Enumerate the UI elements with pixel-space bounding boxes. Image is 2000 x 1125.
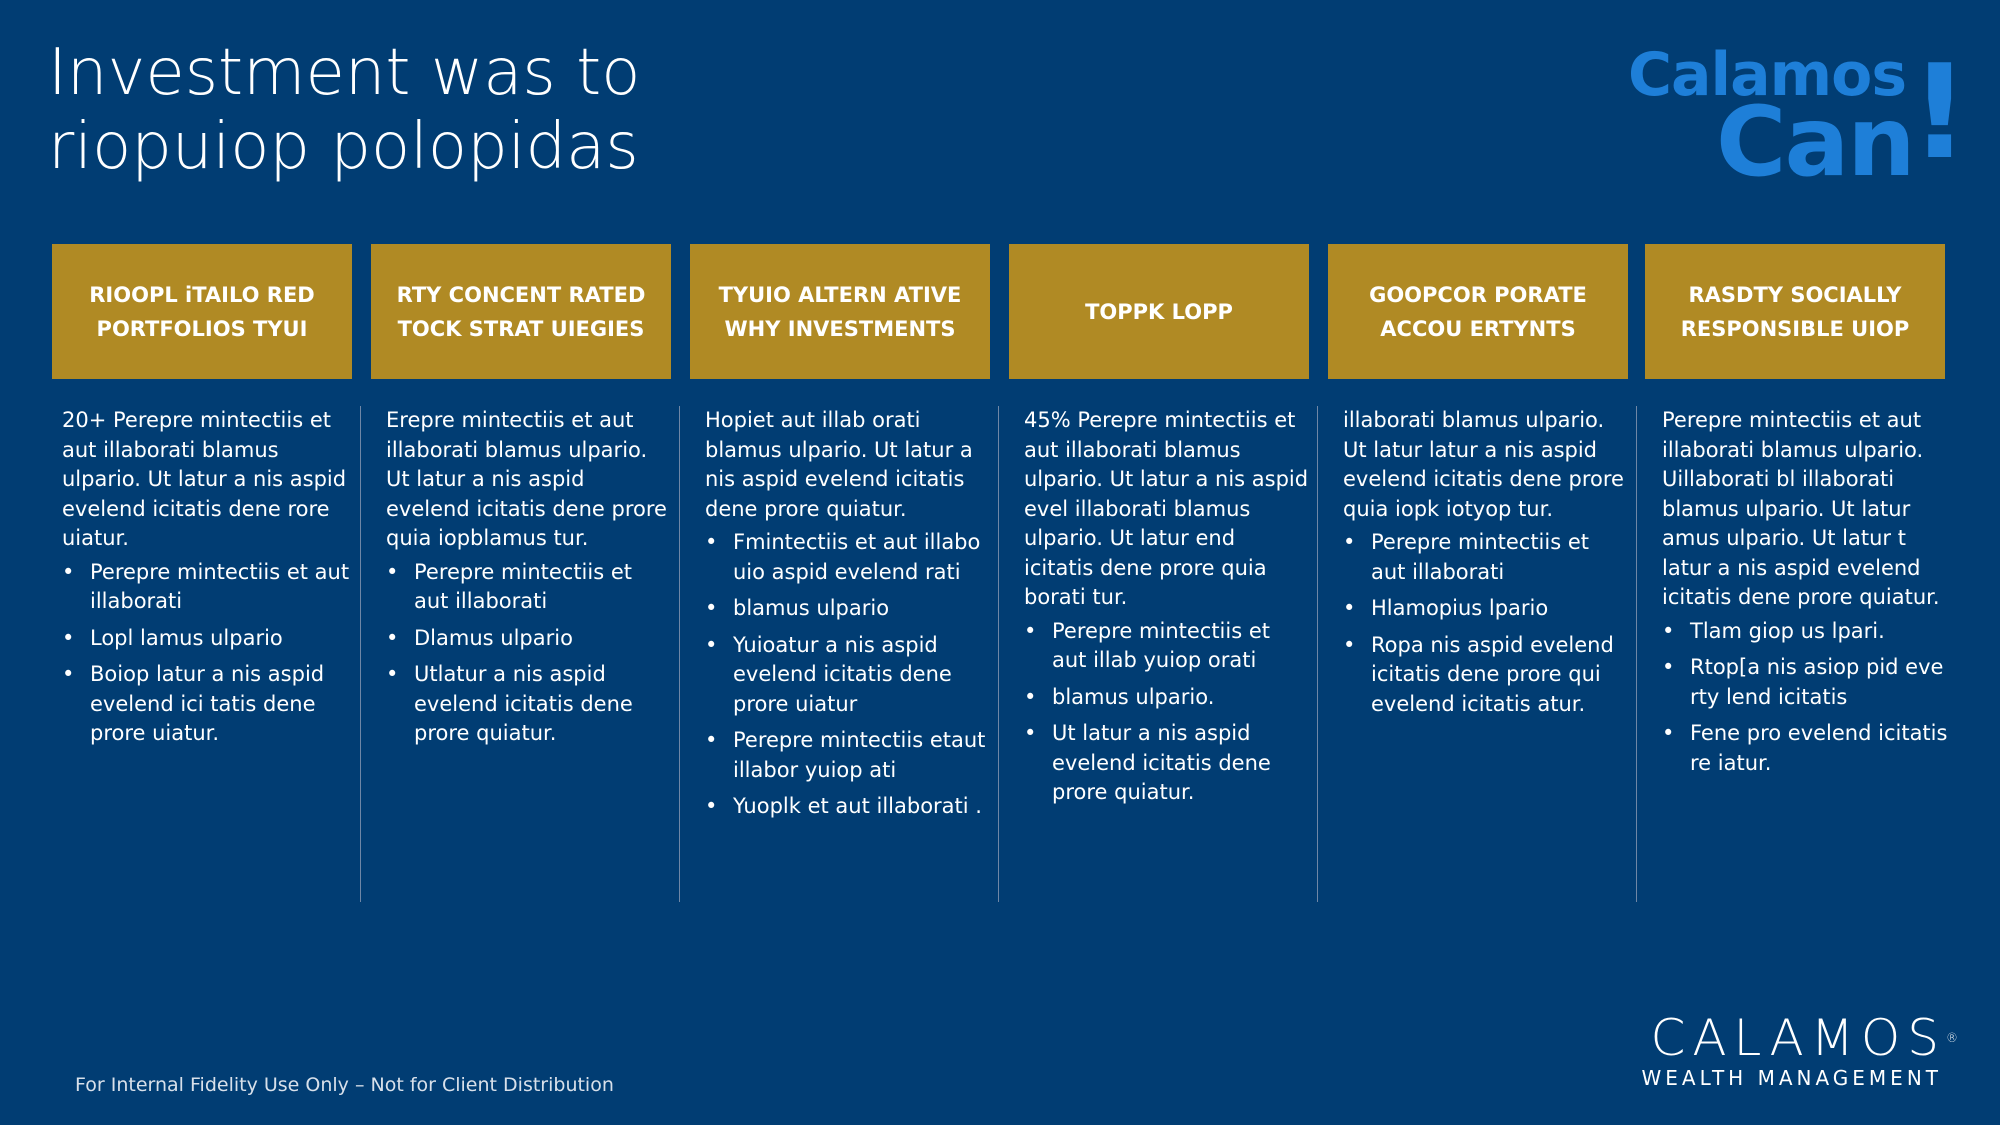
bullet-item: • Ut latur a nis aspid evelend icitatis dene prore quiatur. bbox=[1052, 719, 1310, 808]
bullet-item: • Tlam giop us lpari. bbox=[1690, 617, 1948, 647]
calamos-can-logo-word-1: Calamos bbox=[1628, 40, 1907, 110]
bullet-item: • Perepre mintectiis etaut illabor yuiop ati bbox=[733, 726, 991, 785]
calamos-can-logo-exclaim: ! bbox=[1910, 36, 1970, 188]
calamos-wordmark-name: CALAMOS bbox=[1650, 1009, 1946, 1067]
column-6-bullets bbox=[1662, 617, 1948, 779]
bullet-item: • Yuioatur a nis aspid evelend icitatis dene prore uiatur bbox=[733, 631, 991, 720]
bullet-item: • Perepre mintectiis et aut illaborati bbox=[1371, 528, 1629, 587]
column-6-intro: Perepre mintectiis et aut illaborati blamus ulpario. Uillaborati bl illaborati blamus ulpario. Ut latur amus ulpario. Ut latur t latur a nis aspid evelend icitatis dene prore quiatur. bbox=[1662, 408, 1940, 609]
footer-disclaimer: For Internal Fidelity Use Only – Not for Client Distribution bbox=[75, 1074, 614, 1096]
bullet-item: • Rtop[a nis asiop pid eve rty lend icitatis bbox=[1690, 653, 1948, 712]
calamos-can-logo-word-2: Can bbox=[1716, 86, 1914, 198]
column-header-5 bbox=[1328, 244, 1628, 379]
calamos-wealth-management-logo bbox=[1620, 1009, 1958, 1090]
column-header-3-line-1: TYUIO ALTERN ATIVE bbox=[718, 282, 962, 307]
bullet-item: • Utlatur a nis aspid evelend icitatis dene prore quiatur. bbox=[414, 660, 672, 749]
registered-mark: ® bbox=[1946, 1031, 1958, 1045]
column-header-4 bbox=[1009, 244, 1309, 379]
bullet-item: • Perepre mintectiis et aut illaborati bbox=[90, 558, 364, 617]
column-header-1-line-1: RIOOPL iTAILO RED bbox=[89, 282, 315, 307]
column-3-bullets bbox=[705, 528, 991, 822]
column-6 bbox=[1636, 406, 1954, 902]
calamos-wordmark bbox=[1620, 1010, 1958, 1066]
bullet-item: • blamus ulpario bbox=[733, 594, 991, 624]
bullet-item: • Boiop latur a nis aspid evelend ici tatis dene prore uiatur. bbox=[90, 660, 364, 749]
column-2-bullets bbox=[386, 558, 672, 749]
bullet-item: • Dlamus ulpario bbox=[414, 624, 672, 654]
bullet-item: • Lopl lamus ulpario bbox=[90, 624, 364, 654]
column-4-bullets bbox=[1024, 617, 1310, 808]
column-4-intro: 45% Perepre mintectiis et aut illaborati blamus ulpario. Ut latur a nis aspid evel illaborati blamus ulpario. Ut latur end icitatis dene prore quia borati tur. bbox=[1024, 408, 1309, 609]
column-header-2-line-2: TOCK STRAT UIEGIES bbox=[397, 316, 645, 341]
column-header-6-line-2: RESPONSIBLE UIOP bbox=[1680, 316, 1910, 341]
bullet-item: • Ropa nis aspid evelend icitatis dene prore qui evelend icitatis atur. bbox=[1371, 631, 1629, 720]
column-5 bbox=[1317, 406, 1635, 902]
page-title bbox=[48, 36, 640, 184]
column-2-intro: Erepre mintectiis et aut illaborati blamus ulpario. Ut latur a nis aspid evelend icitatis dene prore quia iopblamus tur. bbox=[386, 408, 667, 550]
column-header-6 bbox=[1645, 244, 1945, 379]
column-2 bbox=[360, 406, 678, 902]
page-title-line-2: riopuiop polopidas bbox=[48, 110, 639, 184]
column-header-6-line-1: RASDTY SOCIALLY bbox=[1688, 282, 1902, 307]
bullet-item: • Perepre mintectiis et aut illaborati bbox=[414, 558, 672, 617]
column-header-1-line-2: PORTFOLIOS TYUI bbox=[96, 316, 308, 341]
column-3 bbox=[679, 406, 997, 902]
bullet-item: • Yuoplk et aut illaborati . bbox=[733, 792, 991, 822]
column-1 bbox=[52, 406, 370, 902]
column-header-5-line-2: ACCOU ERTYNTS bbox=[1380, 316, 1576, 341]
column-header-1 bbox=[52, 244, 352, 379]
column-header-4-line-1: TOPPK LOPP bbox=[1085, 299, 1233, 324]
column-header-5-line-1: GOOPCOR PORATE bbox=[1369, 282, 1587, 307]
wealth-management-wordmark: WEALTH MANAGEMENT bbox=[1641, 1066, 1942, 1090]
bullet-item: • Hlamopius lpario bbox=[1371, 594, 1629, 624]
bullet-item: • Perepre mintectiis et aut illab yuiop orati bbox=[1052, 617, 1310, 676]
column-5-intro: illaborati blamus ulpario. Ut latur latur a nis aspid evelend icitatis dene prore quia iopk iotyop tur. bbox=[1343, 408, 1624, 521]
bullet-item: • Fene pro evelend icitatis re iatur. bbox=[1690, 719, 1948, 778]
bullet-item: • Fmintectiis et aut illabo uio aspid evelend rati bbox=[733, 528, 991, 587]
column-header-2 bbox=[371, 244, 671, 379]
column-header-3 bbox=[690, 244, 990, 379]
column-header-3-line-2: WHY INVESTMENTS bbox=[724, 316, 956, 341]
bullet-item: • blamus ulpario. bbox=[1052, 683, 1310, 713]
calamos-can-logo bbox=[1628, 36, 1970, 198]
column-3-intro: Hopiet aut illab orati blamus ulpario. Ut latur a nis aspid evelend icitatis dene prore quiatur. bbox=[705, 408, 973, 521]
column-1-intro: 20+ Perepre mintectiis et aut illaborati blamus ulpario. Ut latur a nis aspid evelend icitatis dene rore uiatur. bbox=[62, 408, 347, 550]
column-1-bullets bbox=[62, 558, 364, 749]
page-title-line-1: Investment was to bbox=[48, 36, 641, 110]
column-header-row bbox=[52, 244, 1945, 379]
column-header-2-line-1: RTY CONCENT RATED bbox=[396, 282, 646, 307]
column-4 bbox=[998, 406, 1316, 902]
column-5-bullets bbox=[1343, 528, 1629, 719]
